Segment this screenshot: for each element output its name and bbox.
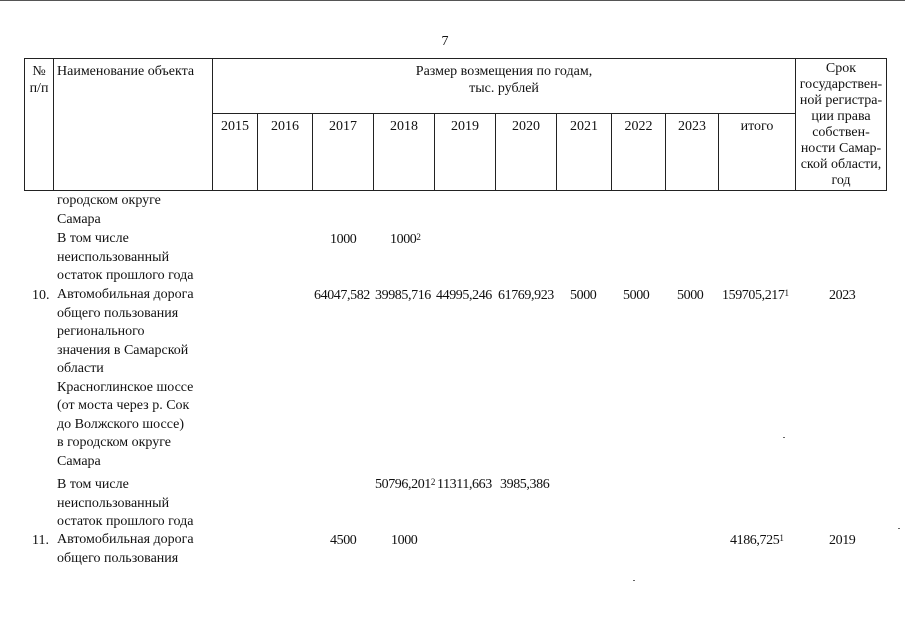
row-10-2020: 61769,923 [498, 288, 554, 303]
header-year-2022: 2022 [624, 119, 653, 134]
header-year-2017: 2017 [329, 119, 357, 134]
header-year-2016: 2016 [271, 119, 299, 134]
row-10-2017: 64047,582 [314, 288, 370, 303]
page-top-border [0, 0, 905, 1]
row-10-term: 2023 [829, 288, 856, 303]
row-11-name: Автомобильная дорога общего пользования [57, 532, 194, 566]
header-amount-label: Размер возмещения по годам, тыс. рублей [415, 64, 593, 96]
row-10-2018: 39985,716 [375, 288, 431, 303]
header-year-2020: 2020 [512, 119, 540, 134]
row-10-sub-2019: 11311,663 [437, 477, 492, 492]
row-11-2017: 4500 [330, 533, 357, 548]
row-continued-sub-name: В том числе неиспользованный остаток прошлого года [57, 231, 194, 283]
row-10-number: 10. [32, 288, 50, 303]
scan-speck [898, 528, 900, 529]
page-number: 7 [441, 34, 449, 49]
header-year-2018: 2018 [390, 119, 418, 134]
scan-speck [783, 437, 785, 438]
header-year-2021: 2021 [570, 119, 598, 134]
row-continued-sub-2018: 1000$^2$ [390, 232, 421, 247]
header-num-label: № п/п [29, 64, 49, 96]
header-term-label: Срок государствен- ной регистра- ции права собствен- ности Самар- ской области, год [799, 61, 883, 188]
row-continued-name: городском округе Самара [57, 193, 161, 227]
row-10-sub-name: В том числе неиспользованный остаток прошлого года [57, 477, 194, 529]
row-10-2019: 44995,246 [436, 288, 492, 303]
row-10-name: Автомобильная дорога общего пользования регионального значения в Самарской области Красноглинское шоссе (от моста через р. Сок до Волжского шоссе) в городском округе Самара [57, 287, 194, 469]
row-11-2018: 1000 [391, 533, 418, 548]
header-year-2023: 2023 [678, 119, 706, 134]
row-10-2023: 5000 [677, 288, 704, 303]
header-year-total: итого [740, 119, 774, 134]
header-name-label: Наименование объекта [57, 64, 195, 79]
row-11-total: 4186,725$^1$ [730, 533, 784, 548]
row-10-total: 159705,217$^1$ [722, 288, 789, 303]
row-continued-sub-2017: 1000 [330, 232, 357, 247]
header-year-2019: 2019 [451, 119, 479, 134]
header-year-2015: 2015 [221, 119, 249, 134]
row-11-term: 2019 [829, 533, 856, 548]
row-10-sub-2020: 3985,386 [500, 477, 550, 492]
row-10-sub-2018: 50796,201$^2$ [375, 477, 436, 492]
row-11-number: 11. [32, 533, 49, 548]
scan-speck [633, 580, 635, 581]
row-10-2022: 5000 [623, 288, 650, 303]
row-10-2021: 5000 [570, 288, 597, 303]
